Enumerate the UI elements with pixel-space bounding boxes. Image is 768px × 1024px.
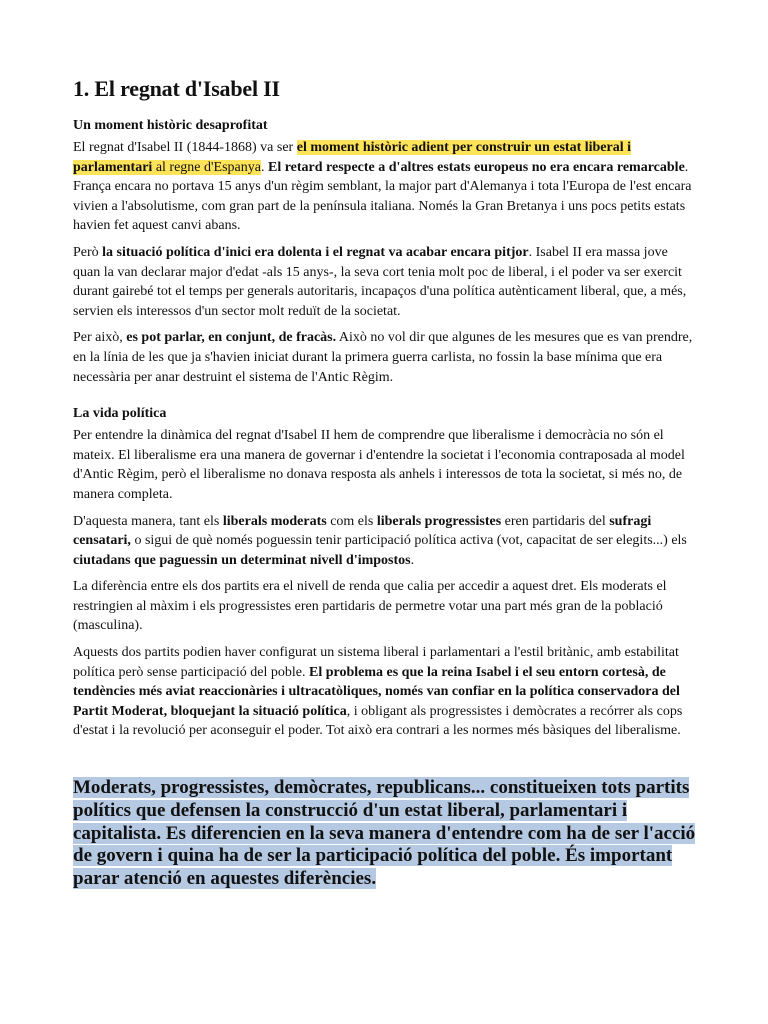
paragraph-regnat-intro — [73, 138, 698, 236]
highlighted-text: al regne d'Espanya — [152, 159, 261, 175]
text-run: o sigui de què només poguessin tenir participació política activa (vot, capacitat de ser elegits...) els — [130, 533, 687, 549]
text-run: . Isabel II era massa jove quan la van declarar major d'edat -als 15 anys-, la seva cort tenia molt poc de liberal, i el poder va ser exercit durant gairebé tot el temps per generals autoritaris, incapaços d'una política autènticament liberal, que, a més, servien els interessos d'un sector molt reduït de la societat. — [73, 244, 687, 319]
text-run: Però — [73, 244, 103, 260]
text-run: . — [410, 552, 415, 568]
paragraph-problema-reina — [73, 643, 698, 741]
section-heading-vida-politica: La vida política — [73, 406, 167, 422]
bold-text: El retard respecte a d'altres estats europeus no era encara remarcable — [267, 159, 685, 175]
text-run: El regnat d'Isabel II (1844-1868) va ser — [73, 140, 297, 155]
document-title: 1. El regnat d'Isabel II — [73, 76, 280, 101]
paragraph-sufragi-censatari — [73, 512, 698, 571]
text-run: D'aquesta manera, tant els — [73, 513, 223, 529]
text-run: . França encara no portava 15 anys d'un règim semblant, la major part d'Alemanya i tota l'Europa de l'est encara vivien a l'absolutisme, com gran part de la península italiana. Només la Gran Bretanya i uns pocs petits estats havien fet aquest canvi abans. — [73, 159, 692, 234]
paragraph-situacio-politica — [73, 243, 698, 321]
text-run: Això no vol dir que algunes de les mesures que es van prendre, en la línia de les que ja s'havien iniciat durant la primera guerra carlista, no fossin la base mínima que era necessària per anar destruint el sistema de l'Antic Règim. — [73, 330, 693, 385]
text-run: Aquests dos partits podien haver configurat un sistema liberal i parlamentari a l'estil britànic, amb estabilitat política però sense participació del poble. — [73, 645, 679, 680]
text-run: Per això, — [73, 330, 127, 346]
text-run: . — [260, 159, 268, 175]
text-run: , i obligant als progressistes i demòcrates a recórrer als cops d'estat i la revolució per aconseguir el poder. Tot això era contrari a les normes més bàsiques del liberalisme. — [73, 703, 683, 739]
bold-text: El problema es que la reina Isabel i el seu entorn cortesà, de tendències més aviat reaccionàries i ultracatòliques, només van confiar en la política conservadora del Partit Moderat, bloquejant la situació política — [73, 664, 680, 719]
paragraph-liberalisme-democracia: Per entendre la dinàmica del regnat d'Isabel II hem de comprendre que liberalisme i democràcia no són el mateix. El liberalisme era una manera de governar i d'entendre la societat i l'economia contraposada al model d'Antic Règim, però el liberalisme no donava resposta als anhels i interessos de tota la societat, si més no, de manera completa. — [73, 428, 685, 502]
bold-text: ciutadans que paguessin un determinat nivell d'impostos — [73, 552, 411, 568]
text-run: eren partidaris del — [501, 513, 610, 529]
text-run: com els — [326, 513, 377, 529]
bold-text: la situació política d'inici era dolenta i el regnat va acabar encara pitjor — [102, 244, 529, 260]
document-body — [73, 74, 698, 891]
bold-text: liberals moderats — [222, 513, 327, 529]
bold-text: sufragi censatari, — [73, 513, 652, 549]
bold-text: liberals progressistes — [376, 513, 502, 529]
bold-text: es pot parlar, en conjunt, de fracàs. — [126, 330, 337, 346]
highlighted-callout — [73, 777, 698, 891]
paragraph-fracas — [73, 328, 698, 387]
paragraph-diferencia-partits: La diferència entre els dos partits era el nivell de renda que calia per accedir a aquest dret. Els moderats el restringien al màxim i els progressistes eren partidaris de permetre votar una part més gran de la població (masculina). — [73, 579, 667, 634]
section-heading-moment-historic: Un moment històric desaprofitat — [73, 118, 268, 133]
callout-text: Moderats, progressistes, demòcrates, republicans... constitueixen tots partits polítics que defensen la construcció d'un estat liberal, parlamentari i capitalista. Es diferencien en la seva manera d'entendre com ha de ser l'acció de govern i quina ha de ser la participació política del poble. És important parar atenció en aquestes diferències. — [73, 777, 696, 890]
highlighted-bold-text: el moment històric adient per construir un estat liberal i parlamentari — [73, 140, 632, 175]
